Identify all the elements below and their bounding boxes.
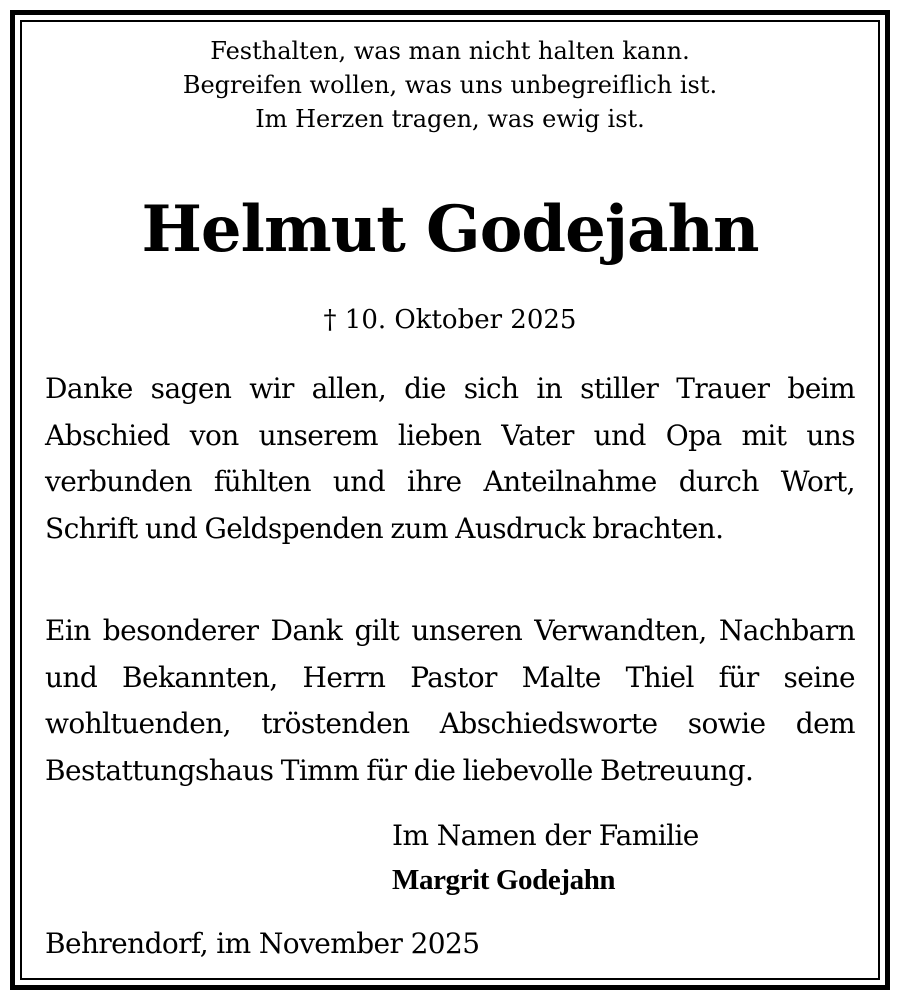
motto-line: Begreifen wollen, was uns unbegreiflich ist.: [182, 71, 718, 99]
signoff: [392, 814, 699, 902]
deceased-name: Helmut Godejahn: [141, 192, 759, 267]
thanks-paragraph: Danke sagen wir allen, die sich in stiller Trauer beim Abschied von unserem lieben Vater und Opa mit uns verbunden fühlten und ihre Anteilnahme durch Wort, Schrift und Geldspenden zum Ausdruck brachten.: [45, 372, 855, 545]
special-thanks-paragraph: Ein besonderer Dank gilt unseren Verwandten, Nachbarn und Bekannten, Herrn Pastor Malte Thiel für seine wohltuenden, tröstenden Abschiedsworte sowie dem Bestattungshaus Timm für die liebevolle Betreuung.: [45, 614, 855, 787]
motto-line: Im Herzen tragen, was ewig ist.: [255, 105, 645, 133]
place-and-date: Behrendorf, im November 2025: [45, 927, 480, 960]
motto-line: Festhalten, was man nicht halten kann.: [210, 37, 690, 65]
signer-name: Margrit Godejahn: [392, 864, 616, 896]
motto-verse: [40, 34, 860, 136]
on-behalf-line: Im Namen der Familie: [392, 819, 699, 852]
death-date: † 10. Oktober 2025: [323, 305, 577, 335]
